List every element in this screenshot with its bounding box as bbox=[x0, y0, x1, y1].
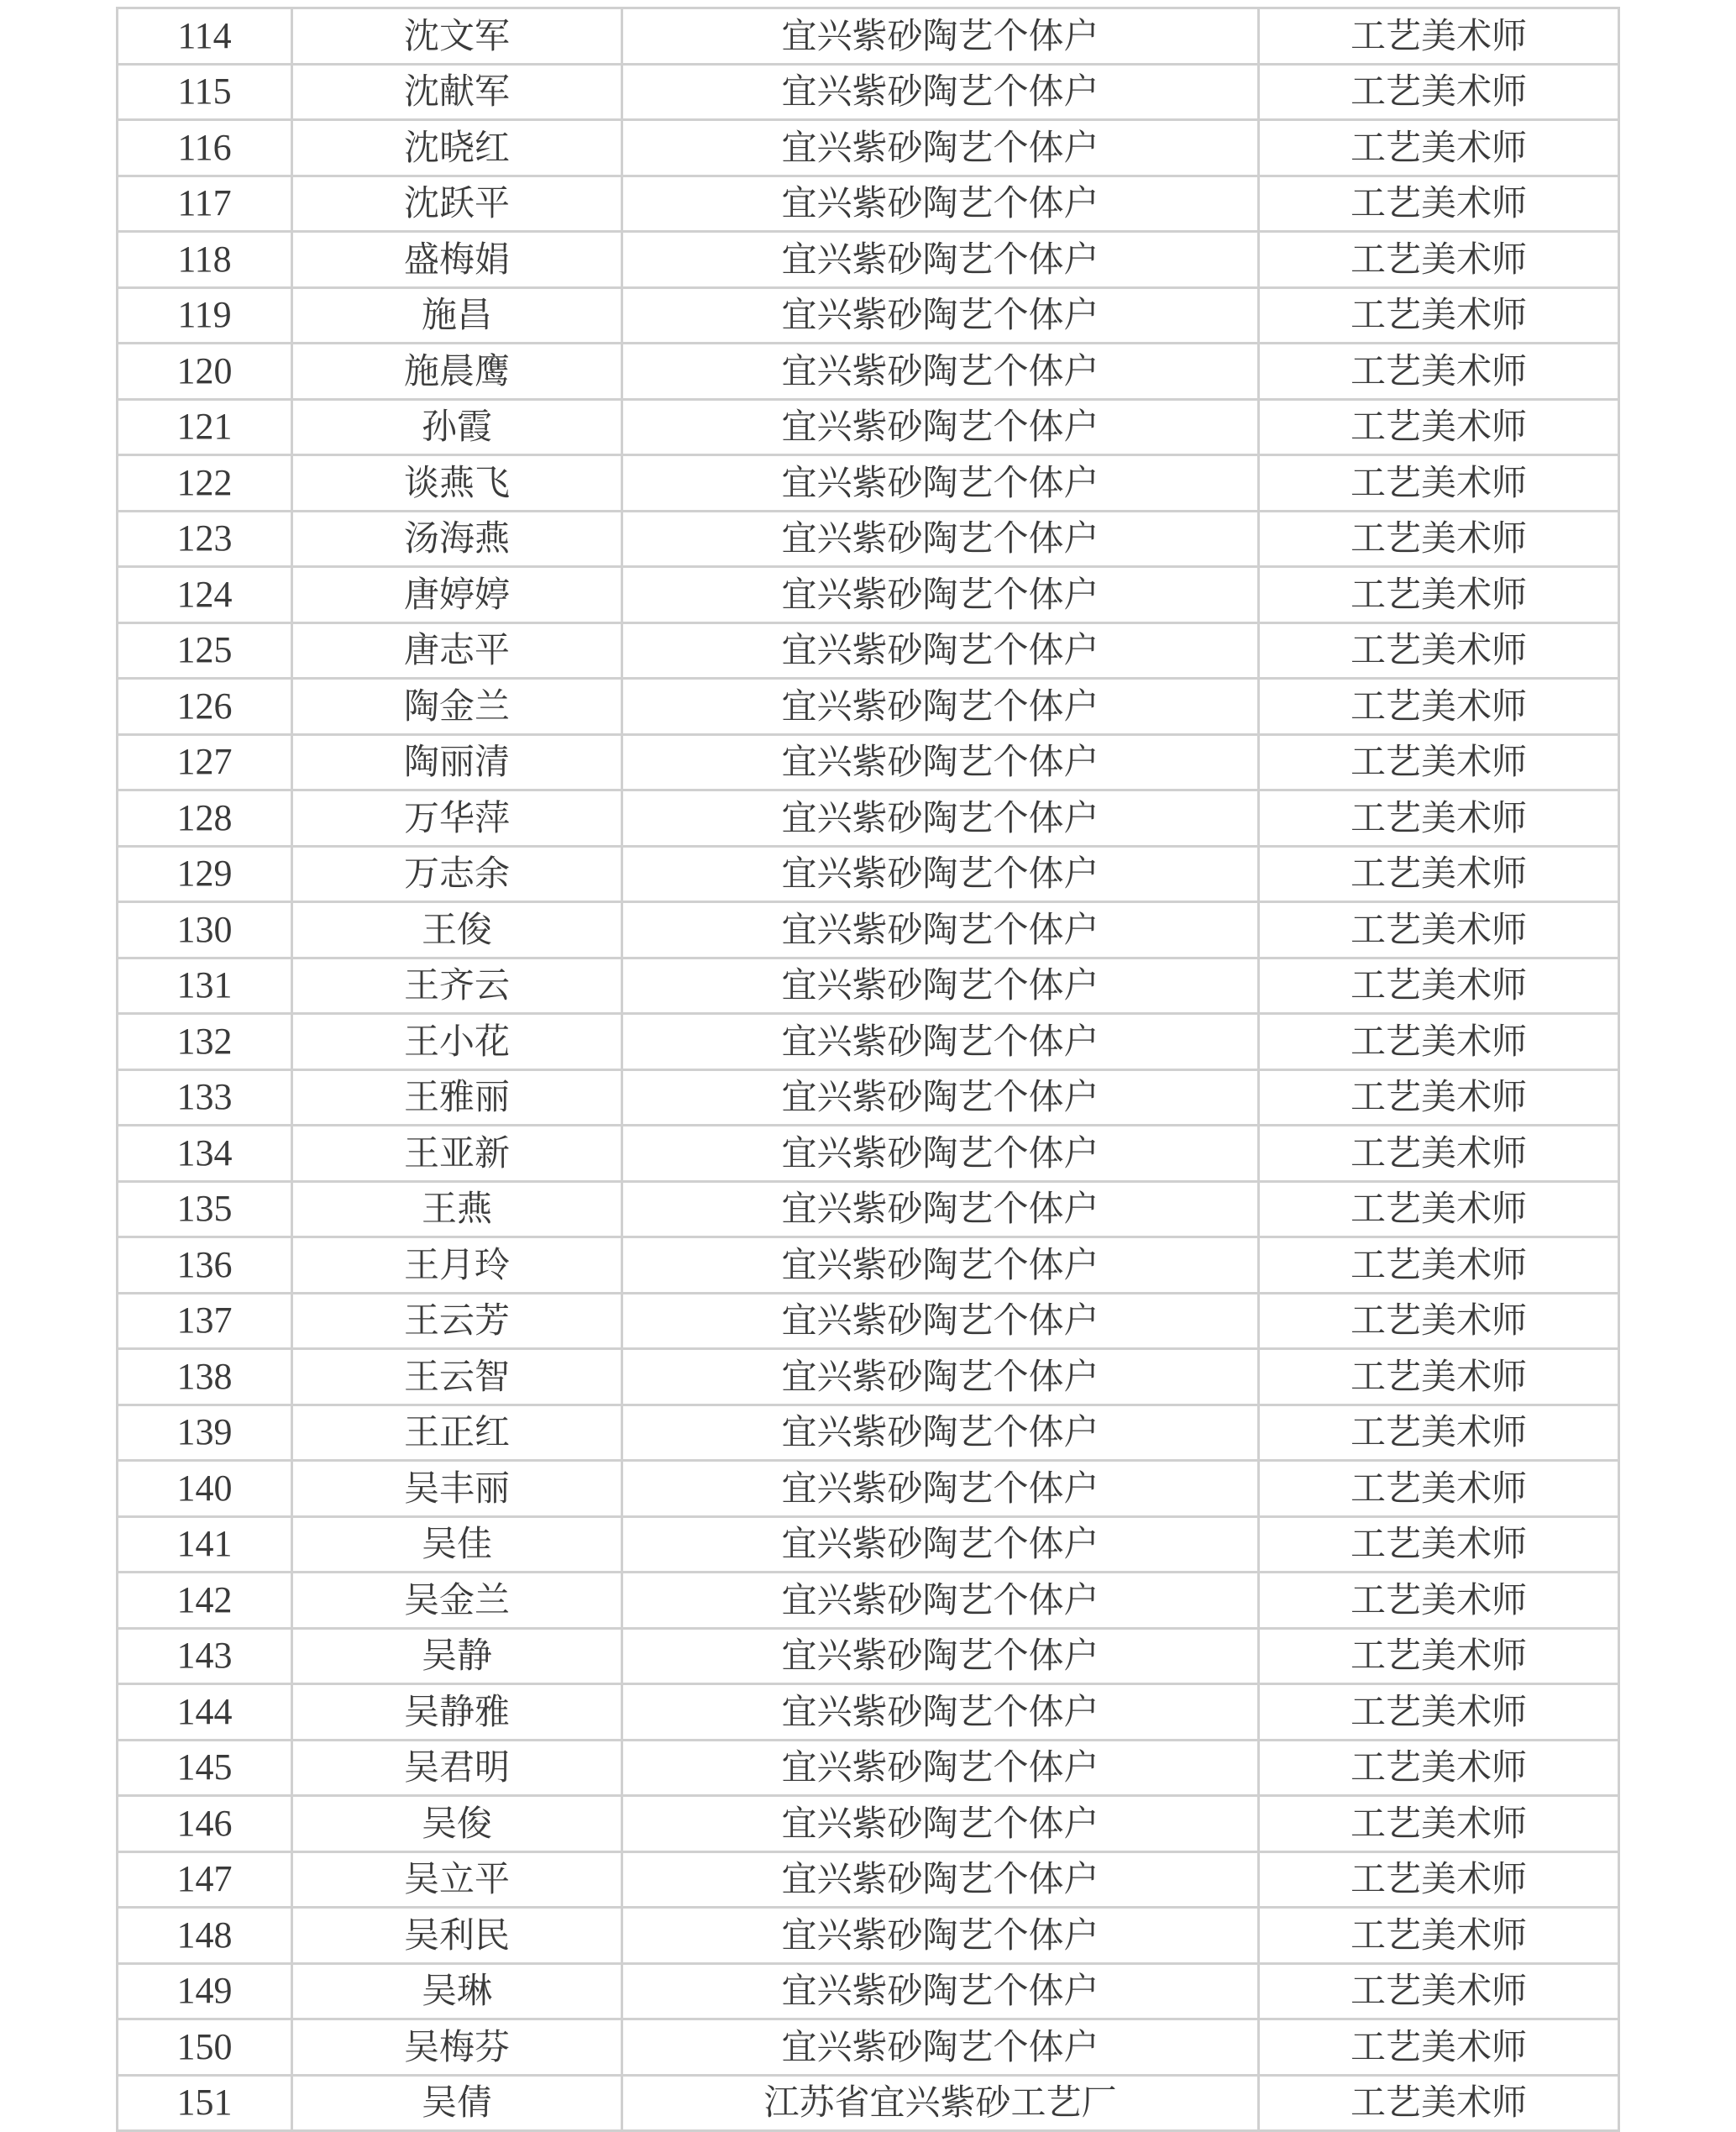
name-cell: 王俊 bbox=[292, 902, 622, 958]
unit-cell: 宜兴紫砂陶艺个体户 bbox=[622, 1293, 1259, 1349]
name-cell: 谈燕飞 bbox=[292, 455, 622, 512]
row-number-cell: 116 bbox=[118, 120, 292, 176]
unit-cell: 宜兴紫砂陶艺个体户 bbox=[622, 1628, 1259, 1684]
name-cell: 陶金兰 bbox=[292, 679, 622, 735]
row-number-cell: 134 bbox=[118, 1126, 292, 1182]
unit-cell: 宜兴紫砂陶艺个体户 bbox=[622, 64, 1259, 120]
row-number-cell: 142 bbox=[118, 1573, 292, 1629]
title-cell: 工艺美术师 bbox=[1259, 64, 1619, 120]
unit-cell: 宜兴紫砂陶艺个体户 bbox=[622, 2019, 1259, 2076]
title-cell: 工艺美术师 bbox=[1259, 622, 1619, 679]
row-number-cell: 125 bbox=[118, 622, 292, 679]
row-number-cell: 135 bbox=[118, 1181, 292, 1237]
name-cell: 王云芳 bbox=[292, 1293, 622, 1349]
row-number-cell: 148 bbox=[118, 1908, 292, 1964]
title-cell: 工艺美术师 bbox=[1259, 1293, 1619, 1349]
unit-cell: 宜兴紫砂陶艺个体户 bbox=[622, 679, 1259, 735]
title-cell: 工艺美术师 bbox=[1259, 679, 1619, 735]
name-cell: 陶丽清 bbox=[292, 734, 622, 790]
table-row bbox=[118, 958, 1619, 1014]
row-number-cell: 117 bbox=[118, 176, 292, 232]
unit-cell: 宜兴紫砂陶艺个体户 bbox=[622, 232, 1259, 288]
row-number-cell: 120 bbox=[118, 344, 292, 400]
unit-cell: 宜兴紫砂陶艺个体户 bbox=[622, 287, 1259, 344]
table-row bbox=[118, 1014, 1619, 1070]
unit-cell: 宜兴紫砂陶艺个体户 bbox=[622, 734, 1259, 790]
name-cell: 汤海燕 bbox=[292, 511, 622, 567]
table-row bbox=[118, 1851, 1619, 1908]
unit-cell: 宜兴紫砂陶艺个体户 bbox=[622, 1851, 1259, 1908]
title-cell: 工艺美术师 bbox=[1259, 1573, 1619, 1629]
title-cell: 工艺美术师 bbox=[1259, 1461, 1619, 1517]
title-cell: 工艺美术师 bbox=[1259, 511, 1619, 567]
table-row bbox=[118, 511, 1619, 567]
table-row bbox=[118, 1740, 1619, 1796]
row-number-cell: 133 bbox=[118, 1069, 292, 1126]
table-row bbox=[118, 1796, 1619, 1852]
unit-cell: 宜兴紫砂陶艺个体户 bbox=[622, 622, 1259, 679]
row-number-cell: 123 bbox=[118, 511, 292, 567]
table-row bbox=[118, 1573, 1619, 1629]
row-number-cell: 138 bbox=[118, 1349, 292, 1405]
row-number-cell: 141 bbox=[118, 1516, 292, 1573]
unit-cell: 宜兴紫砂陶艺个体户 bbox=[622, 1349, 1259, 1405]
name-cell: 唐志平 bbox=[292, 622, 622, 679]
row-number-cell: 118 bbox=[118, 232, 292, 288]
row-number-cell: 124 bbox=[118, 567, 292, 623]
table-row bbox=[118, 1516, 1619, 1573]
name-cell: 沈跃平 bbox=[292, 176, 622, 232]
name-cell: 施晨鹰 bbox=[292, 344, 622, 400]
unit-cell: 宜兴紫砂陶艺个体户 bbox=[622, 1684, 1259, 1741]
row-number-cell: 122 bbox=[118, 455, 292, 512]
unit-cell: 宜兴紫砂陶艺个体户 bbox=[622, 1405, 1259, 1461]
row-number-cell: 114 bbox=[118, 8, 292, 65]
table-row bbox=[118, 846, 1619, 902]
name-cell: 王齐云 bbox=[292, 958, 622, 1014]
table-row bbox=[118, 287, 1619, 344]
title-cell: 工艺美术师 bbox=[1259, 1851, 1619, 1908]
unit-cell: 宜兴紫砂陶艺个体户 bbox=[622, 176, 1259, 232]
unit-cell: 宜兴紫砂陶艺个体户 bbox=[622, 846, 1259, 902]
table-row bbox=[118, 176, 1619, 232]
table-row bbox=[118, 679, 1619, 735]
unit-cell: 宜兴紫砂陶艺个体户 bbox=[622, 1069, 1259, 1126]
name-cell: 施昌 bbox=[292, 287, 622, 344]
row-number-cell: 144 bbox=[118, 1684, 292, 1741]
title-cell: 工艺美术师 bbox=[1259, 1516, 1619, 1573]
table-row bbox=[118, 8, 1619, 65]
row-number-cell: 140 bbox=[118, 1461, 292, 1517]
name-cell: 沈献军 bbox=[292, 64, 622, 120]
name-cell: 吴梅芬 bbox=[292, 2019, 622, 2076]
row-number-cell: 132 bbox=[118, 1014, 292, 1070]
title-cell: 工艺美术师 bbox=[1259, 1349, 1619, 1405]
unit-cell: 宜兴紫砂陶艺个体户 bbox=[622, 1237, 1259, 1294]
table-row bbox=[118, 1908, 1619, 1964]
name-cell: 孙霞 bbox=[292, 399, 622, 455]
name-cell: 吴静 bbox=[292, 1628, 622, 1684]
name-cell: 王正红 bbox=[292, 1405, 622, 1461]
title-cell: 工艺美术师 bbox=[1259, 8, 1619, 65]
unit-cell: 宜兴紫砂陶艺个体户 bbox=[622, 120, 1259, 176]
name-cell: 吴君明 bbox=[292, 1740, 622, 1796]
title-cell: 工艺美术师 bbox=[1259, 232, 1619, 288]
unit-cell: 宜兴紫砂陶艺个体户 bbox=[622, 8, 1259, 65]
unit-cell: 宜兴紫砂陶艺个体户 bbox=[622, 1740, 1259, 1796]
row-number-cell: 131 bbox=[118, 958, 292, 1014]
table-row bbox=[118, 2019, 1619, 2076]
title-cell: 工艺美术师 bbox=[1259, 287, 1619, 344]
title-cell: 工艺美术师 bbox=[1259, 176, 1619, 232]
name-cell: 沈文军 bbox=[292, 8, 622, 65]
title-cell: 工艺美术师 bbox=[1259, 846, 1619, 902]
title-cell: 工艺美术师 bbox=[1259, 1069, 1619, 1126]
table-row bbox=[118, 1237, 1619, 1294]
title-cell: 工艺美术师 bbox=[1259, 958, 1619, 1014]
title-cell: 工艺美术师 bbox=[1259, 1181, 1619, 1237]
row-number-cell: 121 bbox=[118, 399, 292, 455]
title-cell: 工艺美术师 bbox=[1259, 1963, 1619, 2019]
name-cell: 王雅丽 bbox=[292, 1069, 622, 1126]
name-cell: 吴佳 bbox=[292, 1516, 622, 1573]
unit-cell: 宜兴紫砂陶艺个体户 bbox=[622, 1181, 1259, 1237]
name-cell: 吴丰丽 bbox=[292, 1461, 622, 1517]
unit-cell: 宜兴紫砂陶艺个体户 bbox=[622, 1573, 1259, 1629]
title-cell: 工艺美术师 bbox=[1259, 1796, 1619, 1852]
row-number-cell: 129 bbox=[118, 846, 292, 902]
row-number-cell: 149 bbox=[118, 1963, 292, 2019]
table-row bbox=[118, 902, 1619, 958]
row-number-cell: 126 bbox=[118, 679, 292, 735]
table-row bbox=[118, 1461, 1619, 1517]
title-cell: 工艺美术师 bbox=[1259, 2019, 1619, 2076]
roster-table-body bbox=[118, 8, 1619, 2131]
title-cell: 工艺美术师 bbox=[1259, 120, 1619, 176]
unit-cell: 宜兴紫砂陶艺个体户 bbox=[622, 511, 1259, 567]
row-number-cell: 128 bbox=[118, 790, 292, 847]
unit-cell: 宜兴紫砂陶艺个体户 bbox=[622, 1461, 1259, 1517]
table-row bbox=[118, 1963, 1619, 2019]
title-cell: 工艺美术师 bbox=[1259, 399, 1619, 455]
table-row bbox=[118, 1684, 1619, 1741]
table-row bbox=[118, 734, 1619, 790]
title-cell: 工艺美术师 bbox=[1259, 1908, 1619, 1964]
title-cell: 工艺美术师 bbox=[1259, 2075, 1619, 2131]
unit-cell: 宜兴紫砂陶艺个体户 bbox=[622, 567, 1259, 623]
table-row bbox=[118, 790, 1619, 847]
table-row bbox=[118, 232, 1619, 288]
table-row bbox=[118, 1405, 1619, 1461]
name-cell: 吴琳 bbox=[292, 1963, 622, 2019]
name-cell: 王燕 bbox=[292, 1181, 622, 1237]
title-cell: 工艺美术师 bbox=[1259, 1684, 1619, 1741]
unit-cell: 宜兴紫砂陶艺个体户 bbox=[622, 958, 1259, 1014]
name-cell: 吴静雅 bbox=[292, 1684, 622, 1741]
table-row bbox=[118, 120, 1619, 176]
name-cell: 唐婷婷 bbox=[292, 567, 622, 623]
title-cell: 工艺美术师 bbox=[1259, 1628, 1619, 1684]
row-number-cell: 139 bbox=[118, 1405, 292, 1461]
title-cell: 工艺美术师 bbox=[1259, 344, 1619, 400]
title-cell: 工艺美术师 bbox=[1259, 1405, 1619, 1461]
name-cell: 吴利民 bbox=[292, 1908, 622, 1964]
title-cell: 工艺美术师 bbox=[1259, 1014, 1619, 1070]
unit-cell: 宜兴紫砂陶艺个体户 bbox=[622, 902, 1259, 958]
unit-cell: 宜兴紫砂陶艺个体户 bbox=[622, 1516, 1259, 1573]
title-cell: 工艺美术师 bbox=[1259, 734, 1619, 790]
row-number-cell: 143 bbox=[118, 1628, 292, 1684]
name-cell: 万华萍 bbox=[292, 790, 622, 847]
row-number-cell: 137 bbox=[118, 1293, 292, 1349]
row-number-cell: 119 bbox=[118, 287, 292, 344]
row-number-cell: 127 bbox=[118, 734, 292, 790]
name-cell: 吴倩 bbox=[292, 2075, 622, 2131]
table-row bbox=[118, 567, 1619, 623]
table-row bbox=[118, 1126, 1619, 1182]
name-cell: 吴俊 bbox=[292, 1796, 622, 1852]
row-number-cell: 147 bbox=[118, 1851, 292, 1908]
table-row bbox=[118, 344, 1619, 400]
row-number-cell: 130 bbox=[118, 902, 292, 958]
name-cell: 沈晓红 bbox=[292, 120, 622, 176]
table-row bbox=[118, 455, 1619, 512]
roster-table bbox=[116, 7, 1620, 2132]
name-cell: 王月玲 bbox=[292, 1237, 622, 1294]
unit-cell: 宜兴紫砂陶艺个体户 bbox=[622, 344, 1259, 400]
name-cell: 王小花 bbox=[292, 1014, 622, 1070]
row-number-cell: 150 bbox=[118, 2019, 292, 2076]
row-number-cell: 145 bbox=[118, 1740, 292, 1796]
unit-cell: 宜兴紫砂陶艺个体户 bbox=[622, 455, 1259, 512]
name-cell: 万志余 bbox=[292, 846, 622, 902]
table-row bbox=[118, 64, 1619, 120]
unit-cell: 宜兴紫砂陶艺个体户 bbox=[622, 1126, 1259, 1182]
unit-cell: 宜兴紫砂陶艺个体户 bbox=[622, 1963, 1259, 2019]
title-cell: 工艺美术师 bbox=[1259, 455, 1619, 512]
name-cell: 吴金兰 bbox=[292, 1573, 622, 1629]
title-cell: 工艺美术师 bbox=[1259, 567, 1619, 623]
row-number-cell: 146 bbox=[118, 1796, 292, 1852]
title-cell: 工艺美术师 bbox=[1259, 902, 1619, 958]
table-row bbox=[118, 1293, 1619, 1349]
row-number-cell: 115 bbox=[118, 64, 292, 120]
unit-cell: 宜兴紫砂陶艺个体户 bbox=[622, 399, 1259, 455]
table-row bbox=[118, 1069, 1619, 1126]
table-row bbox=[118, 399, 1619, 455]
unit-cell: 宜兴紫砂陶艺个体户 bbox=[622, 1908, 1259, 1964]
unit-cell: 宜兴紫砂陶艺个体户 bbox=[622, 1014, 1259, 1070]
table-row bbox=[118, 622, 1619, 679]
unit-cell: 宜兴紫砂陶艺个体户 bbox=[622, 1796, 1259, 1852]
unit-cell: 宜兴紫砂陶艺个体户 bbox=[622, 790, 1259, 847]
table-row bbox=[118, 2075, 1619, 2131]
name-cell: 王云智 bbox=[292, 1349, 622, 1405]
table-row bbox=[118, 1181, 1619, 1237]
row-number-cell: 136 bbox=[118, 1237, 292, 1294]
table-row bbox=[118, 1628, 1619, 1684]
title-cell: 工艺美术师 bbox=[1259, 1237, 1619, 1294]
title-cell: 工艺美术师 bbox=[1259, 790, 1619, 847]
row-number-cell: 151 bbox=[118, 2075, 292, 2131]
name-cell: 王亚新 bbox=[292, 1126, 622, 1182]
name-cell: 盛梅娟 bbox=[292, 232, 622, 288]
title-cell: 工艺美术师 bbox=[1259, 1126, 1619, 1182]
unit-cell: 江苏省宜兴紫砂工艺厂 bbox=[622, 2075, 1259, 2131]
table-row bbox=[118, 1349, 1619, 1405]
name-cell: 吴立平 bbox=[292, 1851, 622, 1908]
title-cell: 工艺美术师 bbox=[1259, 1740, 1619, 1796]
